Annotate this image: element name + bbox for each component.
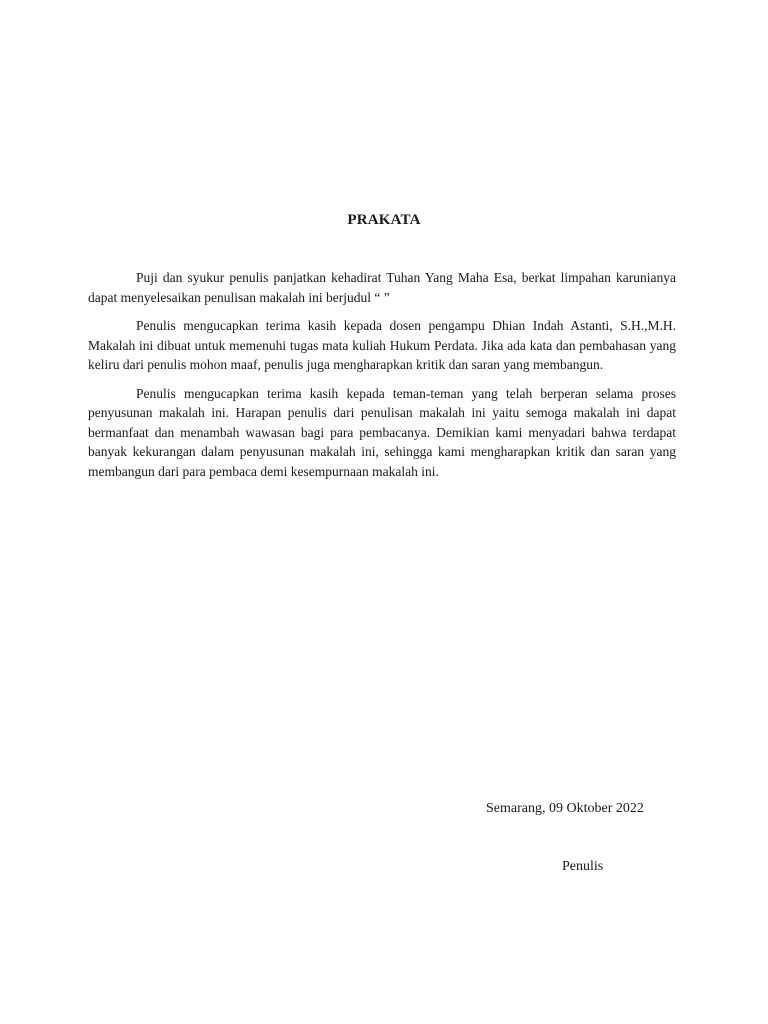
body-text bbox=[88, 268, 676, 490]
paragraph: Penulis mengucapkan terima kasih kepada teman-teman yang telah berperan selama proses penyusunan makalah ini. Harapan penulis dari penulisan makalah ini yaitu semoga makalah ini dapat bermanfaat dan menambah wawasan bagi para pembacanya. Demikian kami menyadari bahwa terdapat banyak kekurangan dalam penyusunan makalah ini, sehingga kami mengharapkan kritik dan saran yang membangun dari para pembaca demi kesempurnaan makalah ini. bbox=[88, 385, 676, 479]
page-title: PRAKATA bbox=[347, 212, 421, 228]
closing-place-date: Semarang, 09 Oktober 2022 bbox=[486, 801, 644, 816]
paragraph: Penulis mengucapkan terima kasih kepada dosen pengampu Dhian Indah Astanti, S.H.,M.H. Makalah ini dibuat untuk memenuhi tugas mata kuliah Hukum Perdata. Jika ada kata dan pembahasan yang keliru dari penulis mohon maaf, penulis juga mengharapkan kritik dan saran yang membangun. bbox=[88, 318, 676, 372]
paragraph: Puji dan syukur penulis panjatkan kehadirat Tuhan Yang Maha Esa, berkat limpahan karunianya dapat menyelesaikan penulisan makalah ini berjudul “ ” bbox=[88, 270, 676, 305]
closing-signer: Penulis bbox=[562, 859, 604, 874]
